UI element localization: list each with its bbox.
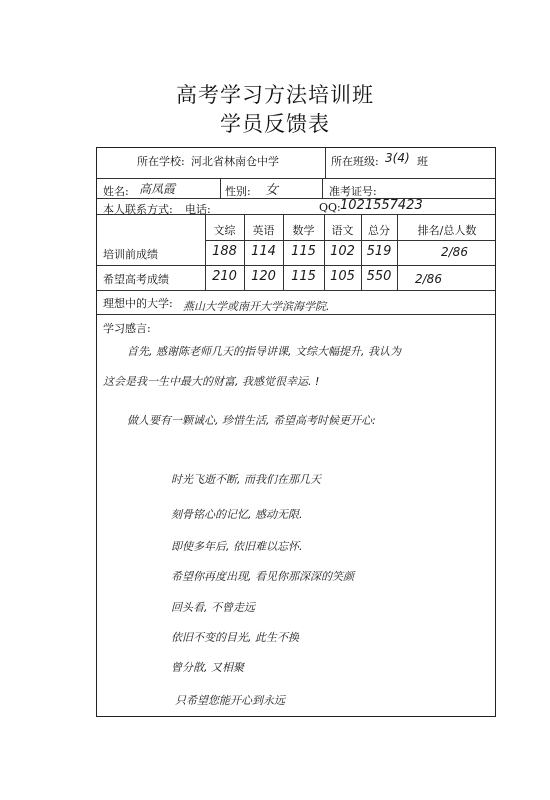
- score-cell: 105: [330, 269, 355, 284]
- feedback-line: 曾分散, 又相聚: [171, 661, 244, 674]
- phone-label: 电话:: [185, 203, 211, 216]
- score-cell: 188: [212, 244, 237, 259]
- score-row-label: 培训前成绩: [103, 248, 158, 261]
- row-divider: [97, 290, 495, 291]
- score-cell: 120: [251, 269, 276, 284]
- score-header: 排名/总人数: [417, 224, 477, 237]
- feedback-line: 首先, 感谢陈老师几天的指导讲课, 文综大幅提升, 我认为: [127, 345, 401, 358]
- gender-value: 女: [265, 183, 279, 198]
- score-cell: 210: [212, 269, 237, 284]
- document-title: 高考学习方法培训班: [176, 83, 374, 107]
- score-row-label: 希望高考成绩: [103, 273, 169, 286]
- class-suffix: 班: [417, 155, 428, 168]
- feedback-line: 这会是我一生中最大的财富, 我感觉很幸运. !: [103, 375, 320, 388]
- feedback-line: 依旧不变的目光, 此生不换: [171, 631, 299, 644]
- score-cell: 114: [251, 244, 276, 259]
- score-header: 语文: [331, 224, 354, 237]
- score-cell: 2/86: [441, 245, 468, 259]
- score-cell: 115: [291, 244, 316, 259]
- feedback-line: 刻骨铭心的记忆, 感动无限.: [171, 508, 303, 521]
- row-divider: [97, 265, 495, 266]
- score-cell: 550: [366, 269, 392, 284]
- document-subtitle: 学员反馈表: [220, 112, 330, 136]
- name-value: 高凤霞: [139, 182, 176, 196]
- contact-label: 本人联系方式:: [103, 203, 173, 216]
- feedback-line: 希望你再度出现, 看见你那深深的笑颜: [171, 570, 354, 583]
- gender-label: 性别:: [225, 185, 251, 198]
- school-label: 所在学校:: [137, 155, 185, 168]
- col-divider: [325, 148, 326, 178]
- feedback-line: 回头看, 不曾走远: [171, 601, 255, 614]
- score-header: 文综: [213, 224, 236, 237]
- score-cell: 2/86: [415, 272, 442, 286]
- col-divider: [220, 178, 221, 198]
- feedback-line: 做人要有一颗诚心, 珍惜生活, 希望高考时候更开心:: [127, 414, 376, 427]
- university-label: 理想中的大学:: [103, 297, 173, 310]
- qq-label: QQ:: [319, 201, 341, 214]
- score-cell: 519: [366, 244, 392, 259]
- row-divider: [97, 198, 495, 199]
- row-divider: [97, 178, 495, 179]
- score-header: 英语: [252, 224, 275, 237]
- feedback-line: 即使多年后, 依旧难以忘怀.: [171, 540, 303, 553]
- score-cell: 102: [330, 244, 355, 259]
- row-divider: [205, 240, 495, 241]
- name-label: 姓名:: [103, 185, 129, 198]
- col-divider: [322, 178, 323, 198]
- score-header: 数学: [292, 224, 315, 237]
- qq-value: 1021557423: [340, 198, 423, 213]
- score-cell: 115: [291, 269, 316, 284]
- score-header: 总分: [368, 224, 390, 237]
- feedback-label: 学习感言:: [103, 322, 151, 335]
- feedback-form: [96, 147, 496, 717]
- feedback-line: 时光飞逝不断, 而我们在那几天: [171, 473, 321, 486]
- class-value: 3(4): [385, 151, 410, 165]
- school-value: 河北省林南仓中学: [191, 155, 279, 168]
- feedback-line: 只希望您能开心到永远: [175, 694, 285, 707]
- class-label: 所在班级:: [331, 155, 379, 168]
- exam-number-label: 准考证号:: [329, 185, 377, 198]
- university-value: 燕山大学或南开大学滨海学院.: [183, 300, 330, 313]
- row-divider: [97, 314, 495, 315]
